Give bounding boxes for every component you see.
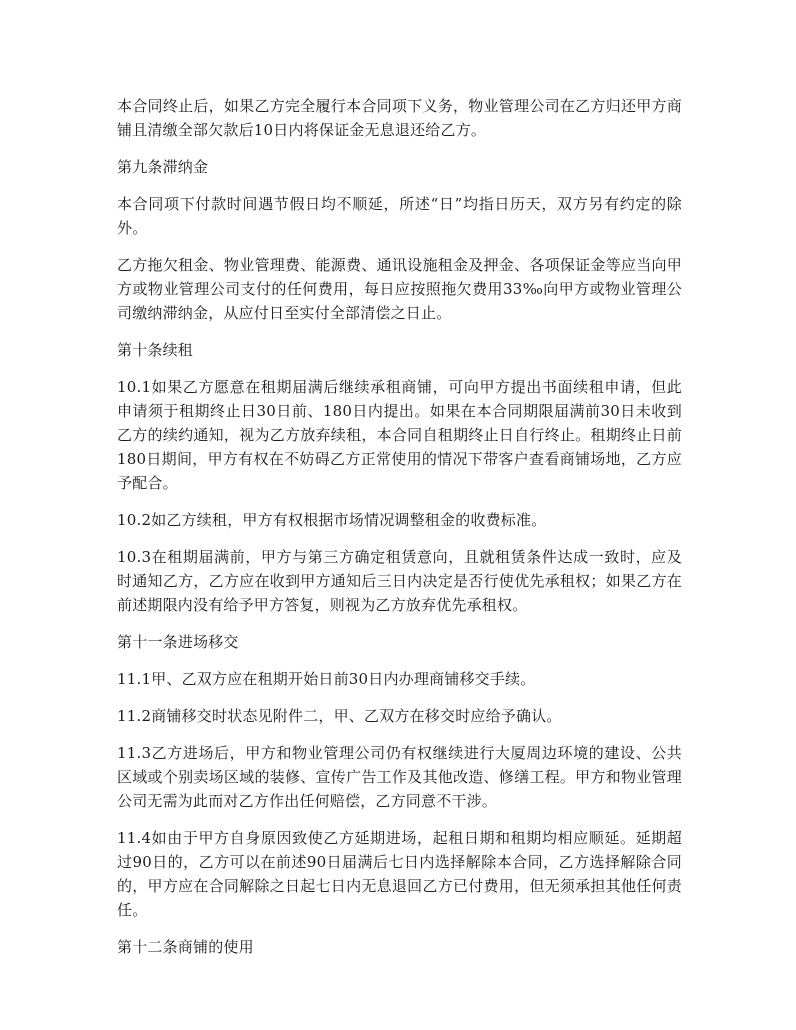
paragraph: 11.4如由于甲方自身原因致使乙方延期进场，起租日期和租期均相应顺延。延期超过90日的，乙方可以在前述90日届满后七日内选择解除本合同，乙方选择解除合同的，甲方应在合同解除之日起七日内无息退回乙方已付费用，但无须承担其他任何责任。: [117, 829, 682, 919]
paragraph: 本合同终止后，如果乙方完全履行本合同项下义务，物业管理公司在乙方归还甲方商铺且清缴全部欠款后10日内将保证金无息退还给乙方。: [117, 97, 682, 139]
paragraph: 10.1如果乙方愿意在租期届满后继续承租商铺，可向甲方提出书面续租申请，但此申请须于租期终止日30日前、180日内提出。如果在本合同期限届满前30日未收到乙方的续约通知，视为乙方放弃续租，本合同自租期终止日自行终止。租期终止日前180日期间，甲方有权在不妨碍乙方正常使用的情况下带客户查看商铺场地，乙方应予配合。: [117, 378, 682, 492]
paragraph: 11.2商铺移交时状态见附件二，甲、乙双方在移交时应给予确认。: [117, 707, 562, 725]
paragraph: 10.3在租期届满前，甲方与第三方确定租赁意向，且就租赁条件达成一致时，应及时通知乙方，乙方应在收到甲方通知后三日内决定是否行使优先承租权；如果乙方在前述期限内没有给予甲方答复，则视为乙方放弃优先承租权。: [117, 548, 682, 614]
section-heading: 第十二条商铺的使用: [117, 938, 254, 956]
section-heading: 第十条续租: [117, 341, 194, 359]
paragraph: 11.3乙方进场后，甲方和物业管理公司仍有权继续进行大厦周边环境的建设、公共区域或个别卖场区域的装修、宣传广告工作及其他改造、修缮工程。甲方和物业管理公司无需为此而对乙方作出任何赔偿，乙方同意不干涉。: [117, 744, 682, 810]
paragraph: 乙方拖欠租金、物业管理费、能源费、通讯设施租金及押金、各项保证金等应当向甲方或物业管理公司支付的任何费用，每日应按照拖欠费用33‰向甲方或物业管理公司缴纳滞纳金，从应付日至实付全部清偿之日止。: [117, 256, 682, 322]
paragraph: 11.1甲、乙双方应在租期开始日前30日内办理商铺移交手续。: [117, 670, 536, 688]
section-heading: 第十一条进场移交: [117, 633, 239, 651]
paragraph: 本合同项下付款时间遇节假日均不顺延，所述“日”均指日历天，双方另有约定的除外。: [117, 195, 682, 237]
section-heading: 第九条滞纳金: [117, 158, 209, 176]
paragraph: 10.2如乙方续租，甲方有权根据市场情况调整租金的收费标准。: [117, 511, 547, 529]
document-page: [117, 94, 682, 972]
